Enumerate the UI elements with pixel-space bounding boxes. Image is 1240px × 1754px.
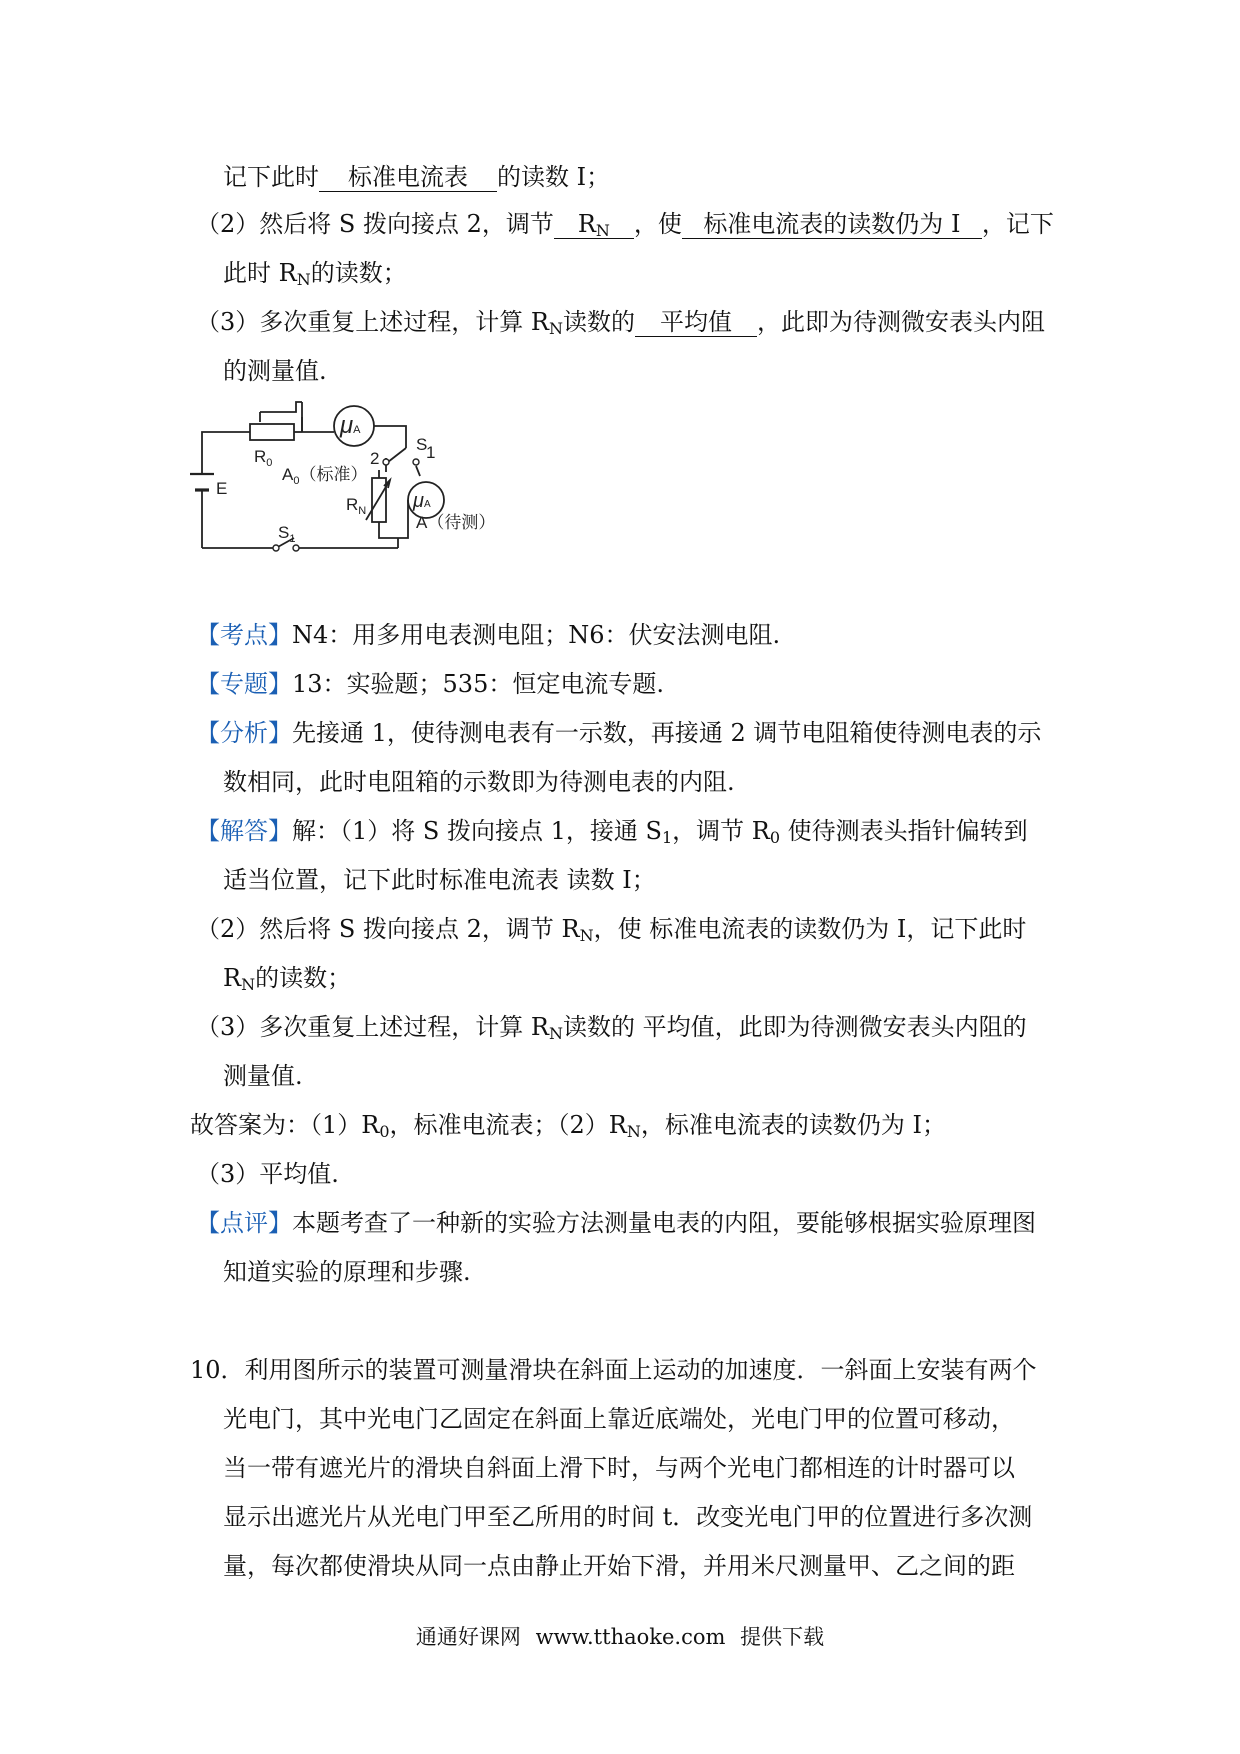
s-label: S <box>416 435 428 454</box>
final-answer-line-2: （3）平均值. <box>196 1160 339 1188</box>
a0-meter-symbol: μA <box>340 412 361 439</box>
q10-line-1: 10．利用图所示的装置可测量滑块在斜面上运动的加速度．一斜面上安装有两个 <box>190 1356 1037 1384</box>
rn-label: $R_N$ <box>346 495 367 517</box>
e-label: E <box>216 479 228 498</box>
fenxi-line-2: 数相同，此时电阻箱的示数即为待测电表的内阻. <box>223 768 735 796</box>
step3-line: （3）多次重复上述过程，计算 $R_N$读数的 平均值 ，此即为待测微安表头内阻 <box>196 308 1045 338</box>
jieda-line-4: $R_N$的读数； <box>223 964 352 994</box>
footer-site: 通通好课网 <box>415 1625 521 1649</box>
blank-answer: 标准电流表的读数仍为 I <box>682 210 982 239</box>
step2-cont-line: 此时 $R_N$的读数； <box>223 259 407 289</box>
step2-line: （2）然后将 S 拨向接点 2，调节 $R_N$ ，使 标准电流表的读数仍为 I ，记下 <box>196 210 1054 240</box>
step3-cont-line: 的测量值. <box>223 357 327 385</box>
fenxi-tag: 【分析】 <box>196 719 292 747</box>
kaodian-tag: 【考点】 <box>196 621 292 649</box>
page-footer <box>0 1622 1240 1652</box>
blank-answer: $R_N$ <box>554 210 634 239</box>
jieda-line-2: 适当位置，记下此时标准电流表 读数 I； <box>223 866 656 894</box>
q10-line-3: 当一带有遮光片的滑块自斜面上滑下时，与两个光电门都相连的计时器可以 <box>223 1454 1015 1482</box>
r0-label: $R_0$ <box>254 447 273 469</box>
q10-line-5: 量，每次都使滑块从同一点由静止开始下滑，并用米尺测量甲、乙之间的距 <box>223 1552 1015 1580</box>
a-label: A（待测） <box>416 513 496 532</box>
contact-2-label: 2 <box>370 449 380 468</box>
contact-1-label: 1 <box>426 443 436 462</box>
footer-note: 提供下载 <box>740 1625 825 1649</box>
zhuanti-line: 【专题】13：实验题；535：恒定电流专题. <box>196 670 664 698</box>
kaodian-line: 【考点】N4：用多用电表测电阻；N6：伏安法测电阻. <box>196 621 781 649</box>
blank-answer: 标准电流表 <box>319 163 497 192</box>
a0-label: $A_0$（标准） <box>282 465 368 487</box>
dianping-tag: 【点评】 <box>196 1209 292 1237</box>
final-answer-line: 故答案为：$(1)R_0$，标准电流表；$(2)R_N$，标准电流表的读数仍为 I； <box>190 1111 946 1141</box>
jieda-line: 【解答】解：（1）将 S 拨向接点 1，接通 $S_1$，调节 $R_0$ 使待测表头指针偏转到 <box>196 817 1028 847</box>
dianping-line: 【点评】本题考查了一种新的实验方法测量电表的内阻，要能够根据实验原理图 <box>196 1209 1036 1237</box>
a-meter-symbol: μA <box>413 490 431 512</box>
jieda-tag: 【解答】 <box>196 817 292 845</box>
q10-line-4: 显示出遮光片从光电门甲至乙所用的时间 t．改变光电门甲的位置进行多次测 <box>223 1503 1033 1531</box>
blank-answer: 平均值 <box>635 308 757 337</box>
circuit-diagram <box>190 392 570 564</box>
s1-label: $S_1$ <box>278 523 296 545</box>
jieda-line-3: （2）然后将 S 拨向接点 2，调节 $R_N$，使 标准电流表的读数仍为 I，记下此时 <box>196 915 1027 945</box>
jieda-line-6: 测量值. <box>223 1062 303 1090</box>
step1-end-line: 记下此时 标准电流表 的读数 I； <box>223 163 611 191</box>
fenxi-line: 【分析】先接通 1，使待测电表有一示数，再接通 2 调节电阻箱使待测电表的示 <box>196 719 1042 747</box>
jieda-line-5: （3）多次重复上述过程，计算 $R_N$读数的 平均值，此即为待测微安表头内阻的 <box>196 1013 1027 1043</box>
footer-url[interactable]: www.tthaoke.com <box>535 1625 726 1649</box>
q10-line-2: 光电门，其中光电门乙固定在斜面上靠近底端处，光电门甲的位置可移动， <box>223 1405 1015 1433</box>
zhuanti-tag: 【专题】 <box>196 670 292 698</box>
dianping-line-2: 知道实验的原理和步骤. <box>223 1258 471 1286</box>
